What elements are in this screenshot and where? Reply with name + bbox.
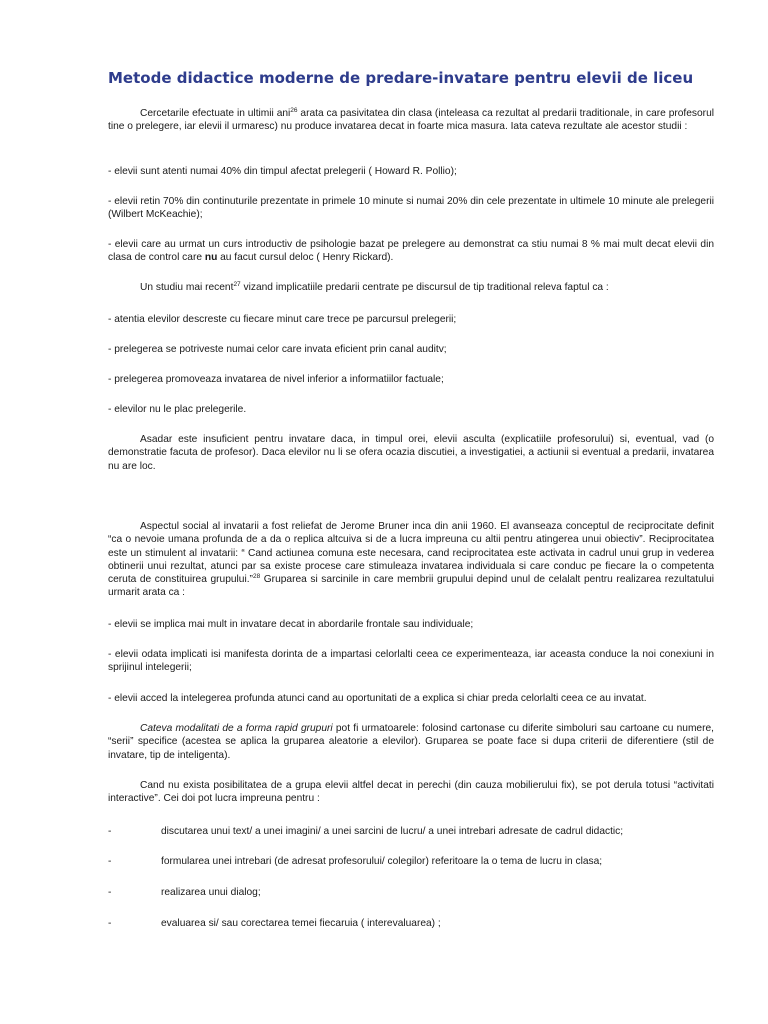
effect-item-1: - atentia elevilor descreste cu fiecare minut care trece pe parcursul prelegerii; bbox=[108, 314, 457, 325]
group-effect-item-1: - elevii se implica mai mult in invatare decat in abordarile frontale sau individuale; bbox=[108, 619, 474, 630]
intro-paragraph: Cercetarile efectuate in ultimii ani$^{26}$ arata ca pasivitatea din clasa (inteleasa ca rezultat al predarii traditionale, in care profesorul tine o prelegere, iar elevii il urmaresc) nu produce invatarea decat in foarte mica masura. Iata cateva rezultate ale acestor studii : bbox=[108, 107, 714, 133]
effect-item-3: - prelegerea promoveaza invatarea de nivel inferior a informatiilor factuale; bbox=[108, 374, 444, 385]
group-effect-item-3: - elevii acced la intelegerea profunda atunci cand au oportunitati de a explica si chiar preda celorlalti ceea ce au invatat. bbox=[108, 693, 647, 704]
footnote-ref-26: 26 bbox=[290, 107, 298, 114]
effect-item-4: - elevilor nu le plac prelegerile. bbox=[108, 404, 247, 415]
social-learning-paragraph: Aspectul social al invatarii a fost reliefat de Jerome Bruner inca din anii 1960. El avanseaza conceptul de reciprocitate definit “ca o nevoie umana profunda de a da o replica altcuiva si de a lucra impreuna cu altii pentru atingerea unui obiectiv”. Reciprocitatea este un stimulent al invatarii: “ Cand actiunea comuna este necesara, cand reciprocitatea este activata in cadrul unui grup in vederea obtinerii unui rezultat, atunci par sa existe procese care stimuleaza invatarea individuala si care conduc pe fiecare la o competenta ceruta de constituirea grupului.”$^{28}$ Gruparea si sarcinile in care membrii grupului depind unul de celalalt pentru realizarea rezultatului urmarit arata ca : bbox=[108, 521, 715, 599]
conclusion-paragraph: Asadar este insuficient pentru invatare daca, in timpul orei, elevii asculta (explicatiile profesorului) si, eventual, vad (o demonstratie facuta de profesor). Daca elevilor nu li se ofera ocazia discutiei, a investigatiei, a actiunii si eventual a predarii, invatarea nu are loc. bbox=[108, 434, 714, 472]
study-item-1: - elevii sunt atenti numai 40% din timpul afectat prelegerii ( Howard R. Pollio); bbox=[108, 166, 457, 177]
effect-item-2: - prelegerea se potriveste numai celor care invata eficient prin canal auditv; bbox=[108, 344, 447, 355]
grouping-methods-paragraph: Cateva modalitati de a forma rapid grupuri pot fi urmatoarele: folosind cartonase cu diferite simboluri sau cartoane cu numere, “serii” specifice (acestea se aplica la gruparea aleatorie a elevilor). Gruparea se poate face si dupa criterii de diferentiere (stil de invatare, tip de inteligenta). bbox=[108, 723, 714, 761]
footnote-ref-27: 27 bbox=[233, 281, 241, 288]
recent-study-paragraph: Un studiu mai recent$^{27}$ vizand implicatiile predarii centrate pe discursul de tip traditional releva faptul ca : bbox=[140, 281, 609, 293]
document-page: Metode didactice moderne de predare-invatare pentru elevii de liceu Cercetarile efectuate in ultimii ani$^{26}$ arata ca pasivitatea din clasa (inteleasa ca rezultat al predarii traditionale, in care profesorul tine o prelegere, iar elevii il urmaresc) nu produce invatarea decat in foarte mica masura. Iata cateva rezultate ale acestor studii : - elevii sunt atenti numai 40% din timpul afectat prelegerii ( Howard R. Pollio); - elevii retin 70% din continuturile prezentate in primele 10 minute si numai 20% din cele prezentate in ultimele 10 minute ale prelegerii (Wilbert McKeachie); - elevii care au urmat un curs introductiv de psihologie bazat pe prelegere au demonstrat ca stiu numai 8 % mai mult decat elevii din clasa de control care nu au facut cursul deloc ( Henry Rickard). Un studiu mai recent$^{27}$ vizand implicatiile predarii centrate pe discursul de tip traditional releva faptul ca : - atentia elevilor descreste cu fiecare minut care trece pe parcursul prelegerii; - prelegerea se potriveste numai celor care invata eficient prin canal auditv; - prelegerea promoveaza invatarea de nivel inferior a informatiilor factuale; - elevilor nu le plac prelegerile. Asadar este insuficient pentru invatare daca, in timpul orei, elevii asculta (explicatiile profesorului) si, eventual, vad (o demonstratie facuta de profesor). Daca elevilor nu li se ofera ocazia discutiei, a investigatiei, a actiunii si eventual a predarii, invatarea nu are loc. Aspectul social al invatarii a fost reliefat de Jerome Bruner inca din anii 1960. El avanseaza conceptul de reciprocitate definit “ca o nevoie umana profunda de a da o replica altcuiva si de a lucra impreuna cu altii pentru atingerea unui obiectiv”. Reciprocitatea este un stimulent al invatarii: “ Cand actiunea comuna este necesara, cand reciprocitatea este activata in cadrul unui grup in vederea obtinerii unui rezultat, atunci par sa existe procese care stimuleaza invatarea individuala si care conduc pe fiecare la o competenta ceruta de constituirea grupului.”$^{28}$ Gruparea si sarcinile in care membrii grupului depind unul de celalalt pentru realizarea rezultatului urmarit arata ca : - elevii se implica mai mult in invatare decat in abordarile frontale sau individuale; - elevii odata implicati isi manifesta dorinta de a impartasi celorlalti ceea ce experimenteaza, iar aceasta conduce la noi conexiuni in sprijinul intelegerii; - elevii acced la intelegerea profunda atunci cand au oportunitati de a explica si chiar preda celorlalti ceea ce au invatat. Cateva modalitati de a forma rapid grupuri pot fi urmatoarele: folosind cartonase cu diferite simboluri sau cartoane cu numere, “serii” specifice (acestea se aplica la gruparea aleatorie a elevilor). Gruparea se poate face si dupa criterii de diferentiere (stil de invatare, tip de inteligenta). Cand nu exista posibilitatea de a grupa elevii altfel decat in perechi (din cauza mobilierului fix), se pot derula totusi “activitati interactive”. Cei doi pot lucra impreuna pentru : - discutarea unui text/ a unei imagini/ a unei sarcini de lucru/ a unei intrebari adresate de cadrul didactic; - formularea unei intrebari (de adresat profesorului/ colegilor) referitoare la o tema de lucru in clasa; - realizarea unui dialog; - evaluarea si/ sau corectarea temei fiecaruia ( interevaluarea) ; bbox=[0, 0, 768, 1024]
footnote-ref-28: 28 bbox=[252, 573, 261, 581]
study-item-3: - elevii care au urmat un curs introductiv de psihologie bazat pe prelegere au demonstrat ca stiu numai 8 % mai mult decat elevii din clasa de control care nu au facut cursul deloc ( Henry Rickard). bbox=[108, 239, 714, 264]
group-effect-item-2: - elevii odata implicati isi manifesta dorinta de a impartasi celorlalti ceea ce experimenteaza, iar aceasta conduce la noi conexiuni in sprijinul intelegerii; bbox=[108, 649, 714, 674]
pairs-paragraph: Cand nu exista posibilitatea de a grupa elevii altfel decat in perechi (din cauza mobilierului fix), se pot derula totusi “activitati interactive”. Cei doi pot lucra impreuna pentru : bbox=[108, 780, 714, 805]
document-title: Metode didactice moderne de predare-invatare pentru elevii de liceu bbox=[108, 69, 694, 87]
study-item-2: - elevii retin 70% din continuturile prezentate in primele 10 minute si numai 20% din cele prezentate in ultimele 10 minute ale prelegerii (Wilbert McKeachie); bbox=[108, 196, 714, 221]
